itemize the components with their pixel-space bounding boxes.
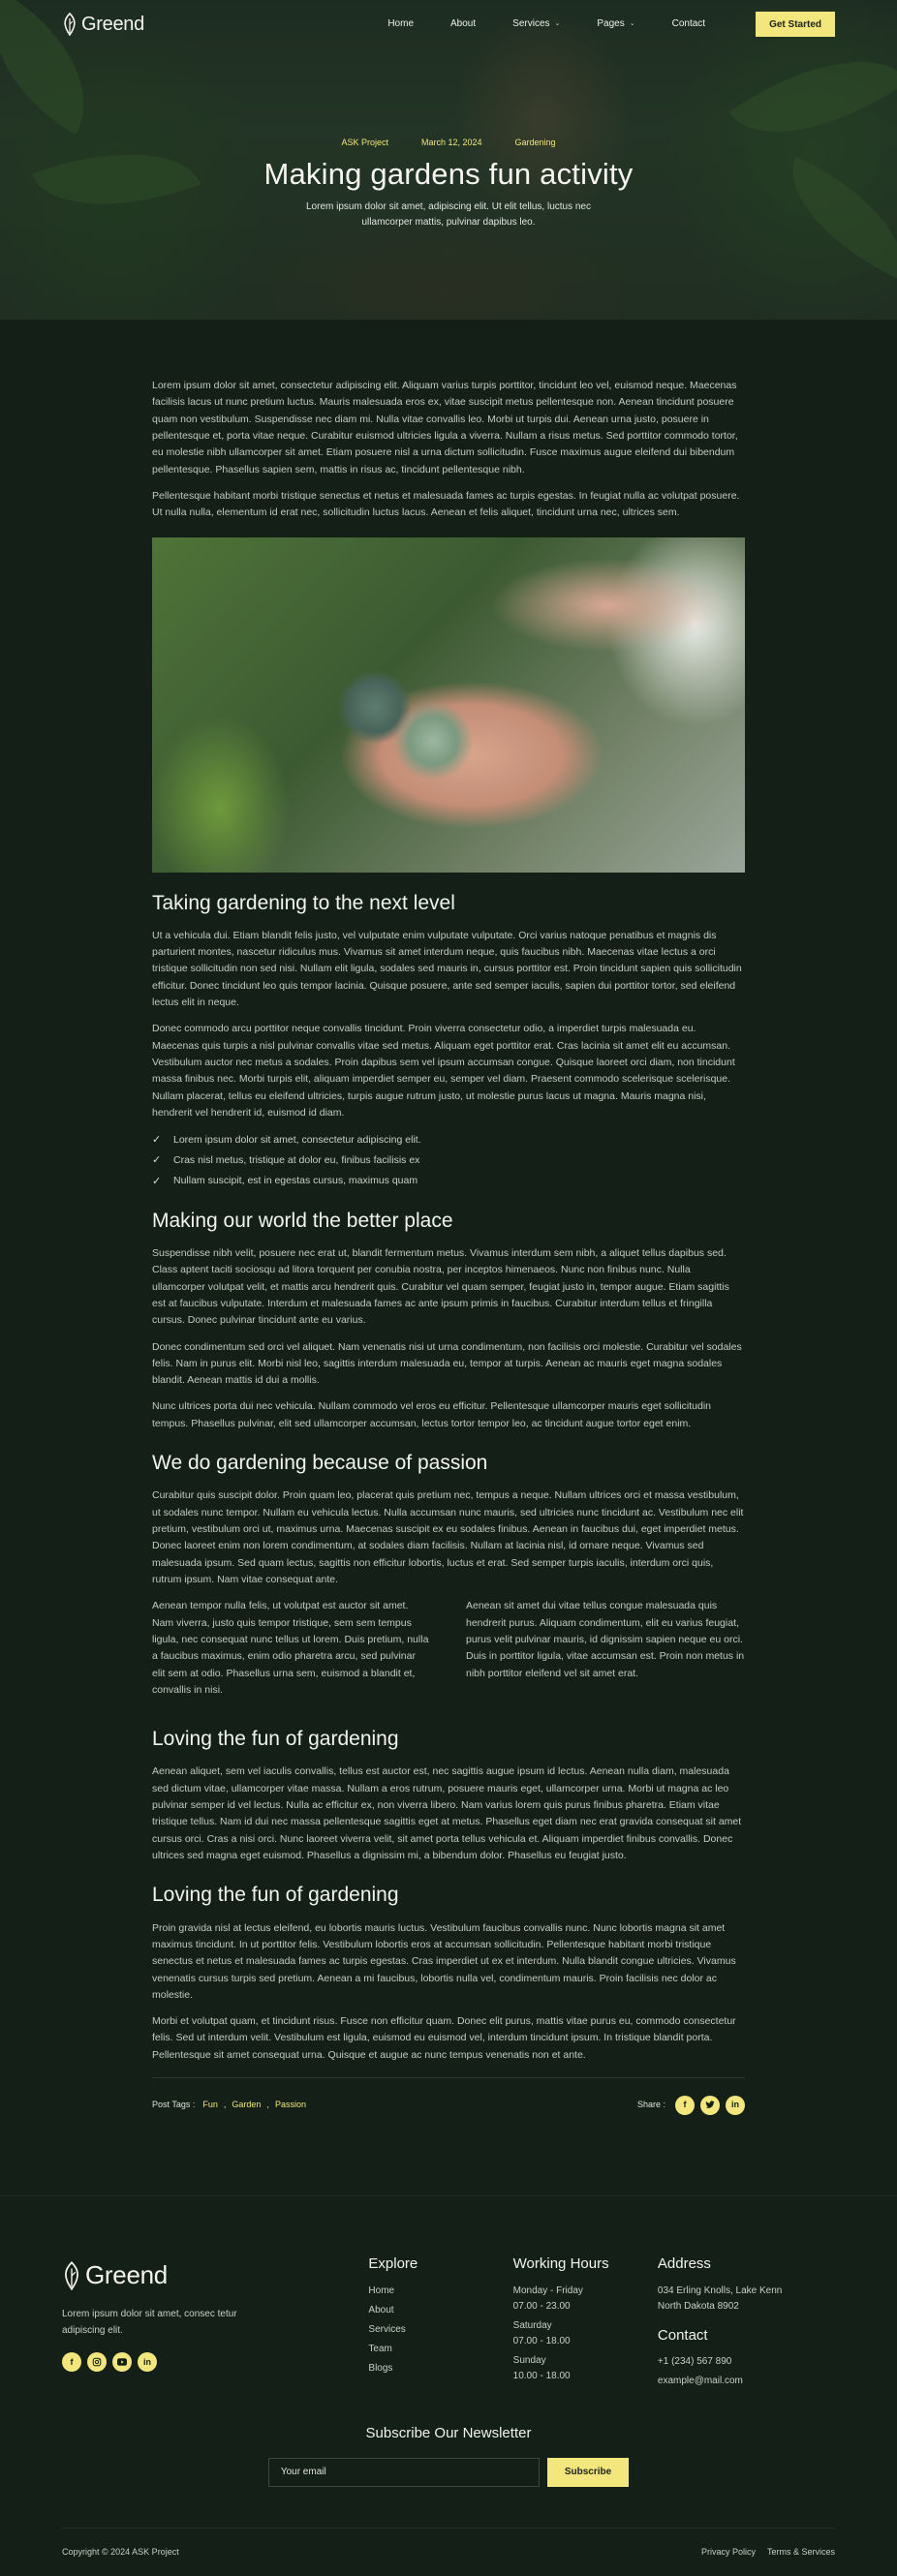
youtube-icon[interactable]	[112, 2352, 132, 2372]
brand-logo[interactable]	[62, 9, 144, 41]
checklist-text: Cras nisl metus, tristique at dolor eu, finibus facilisis ex	[173, 1153, 420, 1166]
facebook-icon[interactable]: f	[62, 2352, 81, 2372]
legal-links	[701, 2545, 835, 2560]
footer-explore-title: Explore	[368, 2255, 418, 2273]
brand-name: Greend	[81, 13, 144, 35]
footer-address-title: Address	[657, 2255, 711, 2273]
newsletter-form	[62, 2458, 835, 2487]
linkedin-icon[interactable]: in	[726, 2096, 745, 2115]
nav-home[interactable]	[387, 16, 414, 33]
section-paragraph: Proin gravida nisl at lectus eleifend, eu lobortis mauris luctus. Vestibulum faucibus convallis nunc. Nunc lobortis magna sit amet maximus tincidunt. In ut porttitor felis. Vestibulum lobortis eros at accumsan sollicitudin. Pellentesque habitant morbi tristique senectus et netus et malesuada fames ac turpis egestas. Cras imperdiet ut ex et interdum. Nulla blandit congue ultricies. Vivamus venenatis cursus turpis sed pretium. Aenean a mi faucibus, lobortis nulla vel, condimentum mauris. Proin facilisis nec dolor ac molestie.	[152, 1921, 736, 2001]
footer-brand-name: Greend	[85, 2260, 168, 2290]
footer-hours-title: Working Hours	[512, 2255, 609, 2273]
twitter-icon[interactable]	[700, 2096, 720, 2115]
section-paragraph: Donec condimentum sed orci vel aliquet. Nam venenatis nisi ut urna condimentum, non facilisis orci molestie. Curabitur vel sodales felis. Nam in purus elit. Morbi nisl leo, sagittis interdum malesuada eu, tempor at turpis. Aenean ac mauris eget magna sodales blandit. Aenean mattis id dui a mollis.	[152, 1340, 742, 1387]
checklist-item	[152, 1151, 745, 1169]
instagram-icon[interactable]	[87, 2352, 107, 2372]
post-meta	[0, 136, 897, 150]
section-heading: Loving the fun of gardening	[152, 1884, 399, 1907]
hours-day: Monday - Friday	[512, 2285, 583, 2296]
section-heading: Making our world the better place	[152, 1209, 453, 1232]
hours-day: Sunday	[512, 2354, 546, 2366]
leaf-logo-icon	[62, 13, 77, 36]
tag-link[interactable]: Passion	[274, 2100, 306, 2110]
section-heading: Loving the fun of gardening	[152, 1728, 399, 1751]
hours-day: Saturday	[512, 2319, 552, 2331]
article	[152, 320, 745, 2120]
tag-separator: ,	[223, 2100, 227, 2110]
footer-address	[658, 2254, 835, 2393]
section-paragraph: Donec commodo arcu porttitor neque convallis tincidunt. Proin viverra consectetur odio, a imperdiet turpis malesuada eu. Maecenas quis turpis a nisl pulvinar convallis vitae sed metus. Aliquam eget porttitor erat. Cras lacinia sit amet elit eu accumsan. Vestibulum auctor nec metus a sodales. Proin dapibus sem vel ipsum accumsan congue. Quisque laoreet orci diam, non tincidunt massa finibus nec. Morbi turpis elit, aliquam imperdiet semper eu, semper vel diam. Praesent commodo scelerisque scelerisque. Nullam placerat, tellus eu eleifend ultricies, turpis augue rutrum justo, ut molestie purus lacus ut magna. Mauris magna nisi, hendrerit vel hendrerit id, euismod id diam.	[152, 1023, 735, 1119]
get-started-button[interactable]: Get Started	[756, 12, 835, 37]
chevron-down-icon: ⌄	[629, 20, 635, 28]
nav-label: Services	[512, 17, 550, 29]
nav-contact[interactable]	[672, 16, 705, 33]
contact-email[interactable]: example@mail.com	[657, 2376, 743, 2387]
copyright: Copyright © 2024 ASK Project	[62, 2546, 179, 2557]
newsletter-email-input[interactable]	[268, 2458, 540, 2487]
newsletter	[62, 2422, 835, 2487]
post-tags	[152, 2098, 306, 2112]
address-line: North Dakota 8902	[657, 2300, 739, 2312]
site-footer	[0, 2195, 897, 2576]
linkedin-icon[interactable]: in	[138, 2352, 157, 2372]
section-paragraph: Morbi et volutpat quam, et tincidunt risus. Fusce non efficitur quam. Donec elit purus, mattis vitae purus eu, commodo consectetur felis. Sed ut interdum velit. Vestibulum est ligula, euismod eu euismod vel, interdum tincidunt ipsum. In tristique blandit porta. Pellentesque sit amet consequat urna. Quisque et augue ac nunc tempus venenatis non et ante.	[152, 2015, 736, 2061]
checklist-text: Lorem ipsum dolor sit amet, consectetur adipiscing elit.	[173, 1133, 421, 1146]
footer-link-team[interactable]: Team	[368, 2343, 392, 2354]
meta-author[interactable]: ASK Project	[341, 138, 388, 147]
chevron-down-icon: ⌄	[554, 20, 561, 28]
address-line: 034 Erling Knolls, Lake Kenn	[657, 2285, 783, 2296]
section-heading: Taking gardening to the next level	[152, 891, 455, 914]
succulent-hands-image	[152, 537, 745, 873]
footer-explore	[368, 2254, 512, 2393]
check-icon: ✓	[152, 1175, 162, 1187]
intro-paragraph: Pellentesque habitant morbi tristique senectus et netus et malesuada fames ac turpis egestas. In feugiat nulla ac volutpat posuere. Ut nulla nulla, elementum id erat nec, sollicitudin luctus lacus. Aenean et felis aliquet, tincidunt urna nec, ultrices sem.	[152, 489, 740, 519]
column-paragraph: Aenean sit amet dui vitae tellus congue malesuada quis hendrerit purus. Aliquam condimentum, elit eu varius feugiat, purus velit pulvinar mauris, id dignissim sapien neque eu orci. Duis in porttitor ligula, vitae accumsan est. Proin non metus in nibh porttitor eleifend vel sit amet erat.	[466, 1600, 745, 1679]
hours-time: 07.00 - 18.00	[512, 2335, 571, 2346]
footer-bottom	[62, 2528, 835, 2576]
facebook-icon[interactable]: f	[675, 2096, 695, 2115]
meta-category[interactable]: Gardening	[514, 138, 556, 147]
hero-content	[0, 136, 897, 230]
terms-link[interactable]: Terms & Services	[766, 2546, 835, 2557]
checklist-item	[152, 1131, 745, 1149]
intro-paragraph: Lorem ipsum dolor sit amet, consectetur adipiscing elit. Aliquam varius turpis porttitor, tincidunt leo vel, euismod neque. Maecenas facilisis lacus ut nunc pretium luctus. Mauris malesuada eros ex, vitae suscipit metus pellentesque non. Aenean tincidunt posuere quam non vestibulum. Suspendisse nec diam mi. Nulla vitae convallis leo. Morbi ut turpis dui. Aenean urna justo, posuere in pellentesque et, porta vitae neque. Curabitur euismod ultricies ligula a viverra. Nullam a risus metus. Sed porttitor commodo tortor, eu molestie nibh ullamcorper sit amet. Etiam posuere nisl a urna dictum sollicitudin. Fusce maximus augue eleifend dui bibendum pellentesque. Phasellus sapien sem, mattis in risus ac, tincidunt pellentesque nibh.	[152, 380, 738, 475]
post-footer	[152, 2077, 745, 2120]
footer-link-blogs[interactable]: Blogs	[368, 2362, 393, 2374]
section-paragraph: Suspendisse nibh velit, posuere nec erat ut, blandit fermentum metus. Vivamus interdum sem nibh, a aliquet tellus dapibus sed. Class aptent taciti sociosqu ad litora torquent per conubia nostra, per inceptos himenaeos. Nunc non finibus nunc. Nulla ullamcorper volutpat velit, et mattis arcu hendrerit quis. Curabitur vel quam semper, feugiat justo in, tempor augue. Etiam sagittis est at faucibus vulputate. Interdum et malesuada fames ac ante ipsum primis in faucibus. Curabitur interdum tellus et fringilla cursus. Donec pulvinar tincidunt ante eu varius.	[152, 1246, 729, 1327]
page-title: Making gardens fun activity	[263, 156, 634, 191]
leaf-logo-icon	[62, 2261, 81, 2290]
hours-time: 07.00 - 23.00	[512, 2300, 571, 2312]
two-column-text	[152, 1598, 745, 1708]
footer-link-home[interactable]: Home	[368, 2285, 395, 2296]
nav-label: Contact	[671, 17, 706, 29]
tag-separator: ,	[266, 2100, 269, 2110]
checklist	[152, 1131, 745, 1189]
section-paragraph: Curabitur quis suscipit dolor. Proin quam leo, placerat quis pretium nec, tempus a neque. Nullam ultrices orci et massa vestibulum, ut sodales nunc tempor. Nullam eu vehicula lectus. Nulla accumsan nunc mauris, sed ultricies nunc tincidunt ac. Vestibulum nec elit pretium, vestibulum orci ut, maximus urna. Maecenas suscipit ex eu sodales finibus. Aenean in faucibus dui, eget imperdiet metus. Donec laoreet enim non lorem condimentum, at sodales diam facilisis. Nullam at lacinia nisl, id ornare neque. Vivamus sed malesuada ipsum. Sed quam lectus, sagittis non efficitur lobortis, luctus et erat. Sed semper turpis iaculis, interdum orci quis, rutrum ipsum. Nam vitae consequat ante.	[152, 1489, 744, 1585]
footer-link-about[interactable]: About	[368, 2304, 394, 2315]
footer-description: Lorem ipsum dolor sit amet, consec tetur adipiscing elit.	[62, 2308, 237, 2336]
check-icon: ✓	[152, 1134, 162, 1147]
nav-pages[interactable]	[597, 16, 634, 33]
share-links	[637, 2096, 745, 2115]
section-paragraph: Ut a vehicula dui. Etiam blandit felis justo, vel vulputate enim vulputate vulputate. Orci varius natoque penatibus et magnis dis parturient montes, nascetur ridiculus mus. Vivamus sit amet interdum neque, quis faucibus nibh. Maecenas vitae lectus a orci tristique sollicitudin non sed nisi. Nullam elit ligula, sodales sed mauris in, cursus porttitor est. Proin tincidunt sapien quis sollicitudin efficitur. Donec tincidunt leo quis tempor lacinia. Quisque posuere, ante sed semper iaculis, sapien dui porttitor tortor, sed eleifend lectus elit in neque.	[152, 929, 742, 1009]
footer-logo[interactable]	[62, 2254, 368, 2296]
page-subtitle: Lorem ipsum dolor sit amet, adipiscing elit. Ut elit tellus, luctus nec ullamcorper mattis, pulvinar dapibus leo.	[305, 201, 591, 229]
meta-date: March 12, 2024	[420, 138, 482, 147]
footer-link-services[interactable]: Services	[368, 2323, 406, 2335]
nav-label: Home	[387, 17, 415, 29]
footer-brand	[62, 2254, 368, 2393]
footer-columns	[62, 2254, 835, 2393]
newsletter-title: Subscribe Our Newsletter	[365, 2425, 532, 2442]
privacy-policy-link[interactable]: Privacy Policy	[700, 2546, 756, 2557]
subscribe-button[interactable]: Subscribe	[547, 2458, 629, 2487]
hero	[0, 0, 897, 320]
footer-hours	[513, 2254, 658, 2393]
footer-social	[62, 2352, 368, 2372]
nav-label: About	[450, 17, 477, 29]
nav-services[interactable]	[512, 16, 560, 33]
nav-about[interactable]	[450, 16, 476, 33]
tag-link[interactable]: Fun	[202, 2100, 218, 2110]
share-label: Share :	[636, 2100, 665, 2110]
section-paragraph: Nunc ultrices porta dui nec vehicula. Nullam commodo vel eros eu efficitur. Pellentesque ullamcorper mauris eget sollicitudin tempus. Phasellus pulvinar, elit sed ullamcorper accumsan, lectus tortor tempor leo, ac tincidunt augue tortor eget enim.	[152, 1400, 712, 1429]
section-heading: We do gardening because of passion	[152, 1452, 488, 1475]
footer-contact-title: Contact	[657, 2326, 708, 2344]
section-paragraph: Aenean aliquet, sem vel iaculis convallis, tellus est auctor est, nec sagittis augue ipsum id lectus. Aenean nulla diam, malesuada sed dictum vitae, ullamcorper vitae massa. Nullam a eros rutrum, posuere mauris eget, ullamcorper urna. Morbi ut magna ac leo pulvinar semper id vel lectus. Nulla ac efficitur ex, non viverra libero. Nam varius lorem quis purus finibus pharetra. Etiam vitae tristique tellus. Nam id dui nec massa pellentesque sagittis eget at metus. Phasellus eget diam nec erat gravida consequat sit amet cursus orci. Cras a nisi orci. Nunc laoreet viverra velit, sit amet porta tellus vehicula et. Aliquam imperdiet finibus convallis. Donec ultrices sed magna eget euismod. Phasellus a dignissim mi, a bibendum dolor. Phasellus eu feugiat justo.	[152, 1765, 742, 1861]
nav-label: Pages	[597, 17, 625, 29]
main-nav	[351, 16, 705, 33]
site-header	[0, 0, 897, 48]
checklist-text: Nullam suscipit, est in egestas cursus, maximus quam	[173, 1174, 418, 1186]
check-icon: ✓	[152, 1154, 162, 1167]
column-paragraph: Aenean tempor nulla felis, ut volutpat est auctor sit amet. Nam viverra, justo quis tempor tristique, sem sem tempus ligula, nec consequat nunc tellus ut lorem. Duis pretium, nulla a faucibus maximus, enim odio pharetra arcu, sed pulvinar elit sem at odio. Phasellus urna sem, euismod a blandit et, convallis in nisi.	[152, 1600, 429, 1696]
tags-label: Post Tags :	[152, 2100, 196, 2110]
checklist-item	[152, 1173, 745, 1190]
contact-phone[interactable]: +1 (234) 567 890	[657, 2356, 732, 2368]
tag-link[interactable]: Garden	[232, 2100, 262, 2110]
hours-time: 10.00 - 18.00	[512, 2370, 571, 2381]
